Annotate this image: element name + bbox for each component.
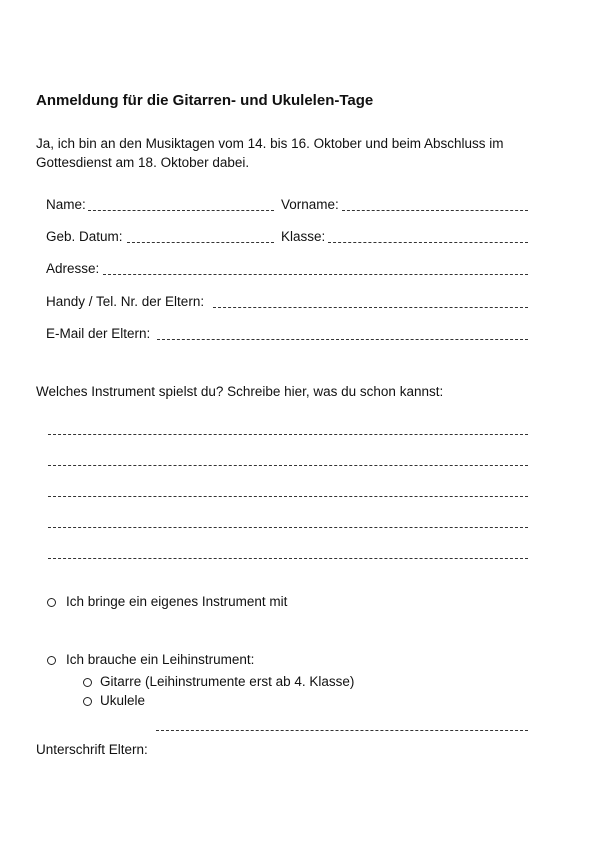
signature-field[interactable] — [156, 730, 528, 731]
vorname-field[interactable] — [342, 210, 528, 211]
vorname-label: Vorname: — [281, 197, 339, 212]
adresse-label: Adresse: — [46, 261, 100, 276]
answer-line[interactable] — [48, 527, 528, 528]
name-field[interactable] — [88, 210, 274, 211]
birthdate-label: Geb. Datum: — [46, 229, 123, 244]
adresse-field[interactable] — [103, 274, 528, 275]
klasse-label: Klasse: — [281, 229, 326, 244]
ukulele-radio[interactable] — [83, 697, 92, 706]
intro-text: Ja, ich bin an den Musiktagen vom 14. bis 16. Oktober und beim Abschluss im Gottesdienst am 18. Oktober dabei. — [36, 136, 504, 170]
birthdate-field[interactable] — [127, 242, 274, 243]
answer-line[interactable] — [48, 558, 528, 559]
form-title: Anmeldung für die Gitarren- und Ukulelen-Tage — [36, 92, 374, 109]
answer-line[interactable] — [48, 496, 528, 497]
own-instrument-label: Ich bringe ein eigenes Instrument mit — [66, 594, 288, 609]
guitar-radio[interactable] — [83, 678, 92, 687]
name-label: Name: — [46, 197, 86, 212]
need-rental-label: Ich brauche ein Leihinstrument: — [66, 652, 255, 667]
answer-line[interactable] — [48, 434, 528, 435]
signature-label: Unterschrift Eltern: — [36, 742, 148, 757]
answer-line[interactable] — [48, 465, 528, 466]
ukulele-label: Ukulele — [100, 693, 146, 708]
phone-label: Handy / Tel. Nr. der Eltern: — [46, 294, 205, 309]
instrument-question: Welches Instrument spielst du? Schreibe hier, was du schon kannst: — [36, 384, 444, 399]
klasse-field[interactable] — [328, 242, 528, 243]
phone-field[interactable] — [213, 307, 528, 308]
email-label: E-Mail der Eltern: — [46, 326, 151, 341]
guitar-label: Gitarre (Leihinstrumente erst ab 4. Klasse) — [100, 674, 355, 689]
email-field[interactable] — [157, 339, 528, 340]
own-instrument-radio[interactable] — [47, 598, 56, 607]
need-rental-radio[interactable] — [47, 656, 56, 665]
